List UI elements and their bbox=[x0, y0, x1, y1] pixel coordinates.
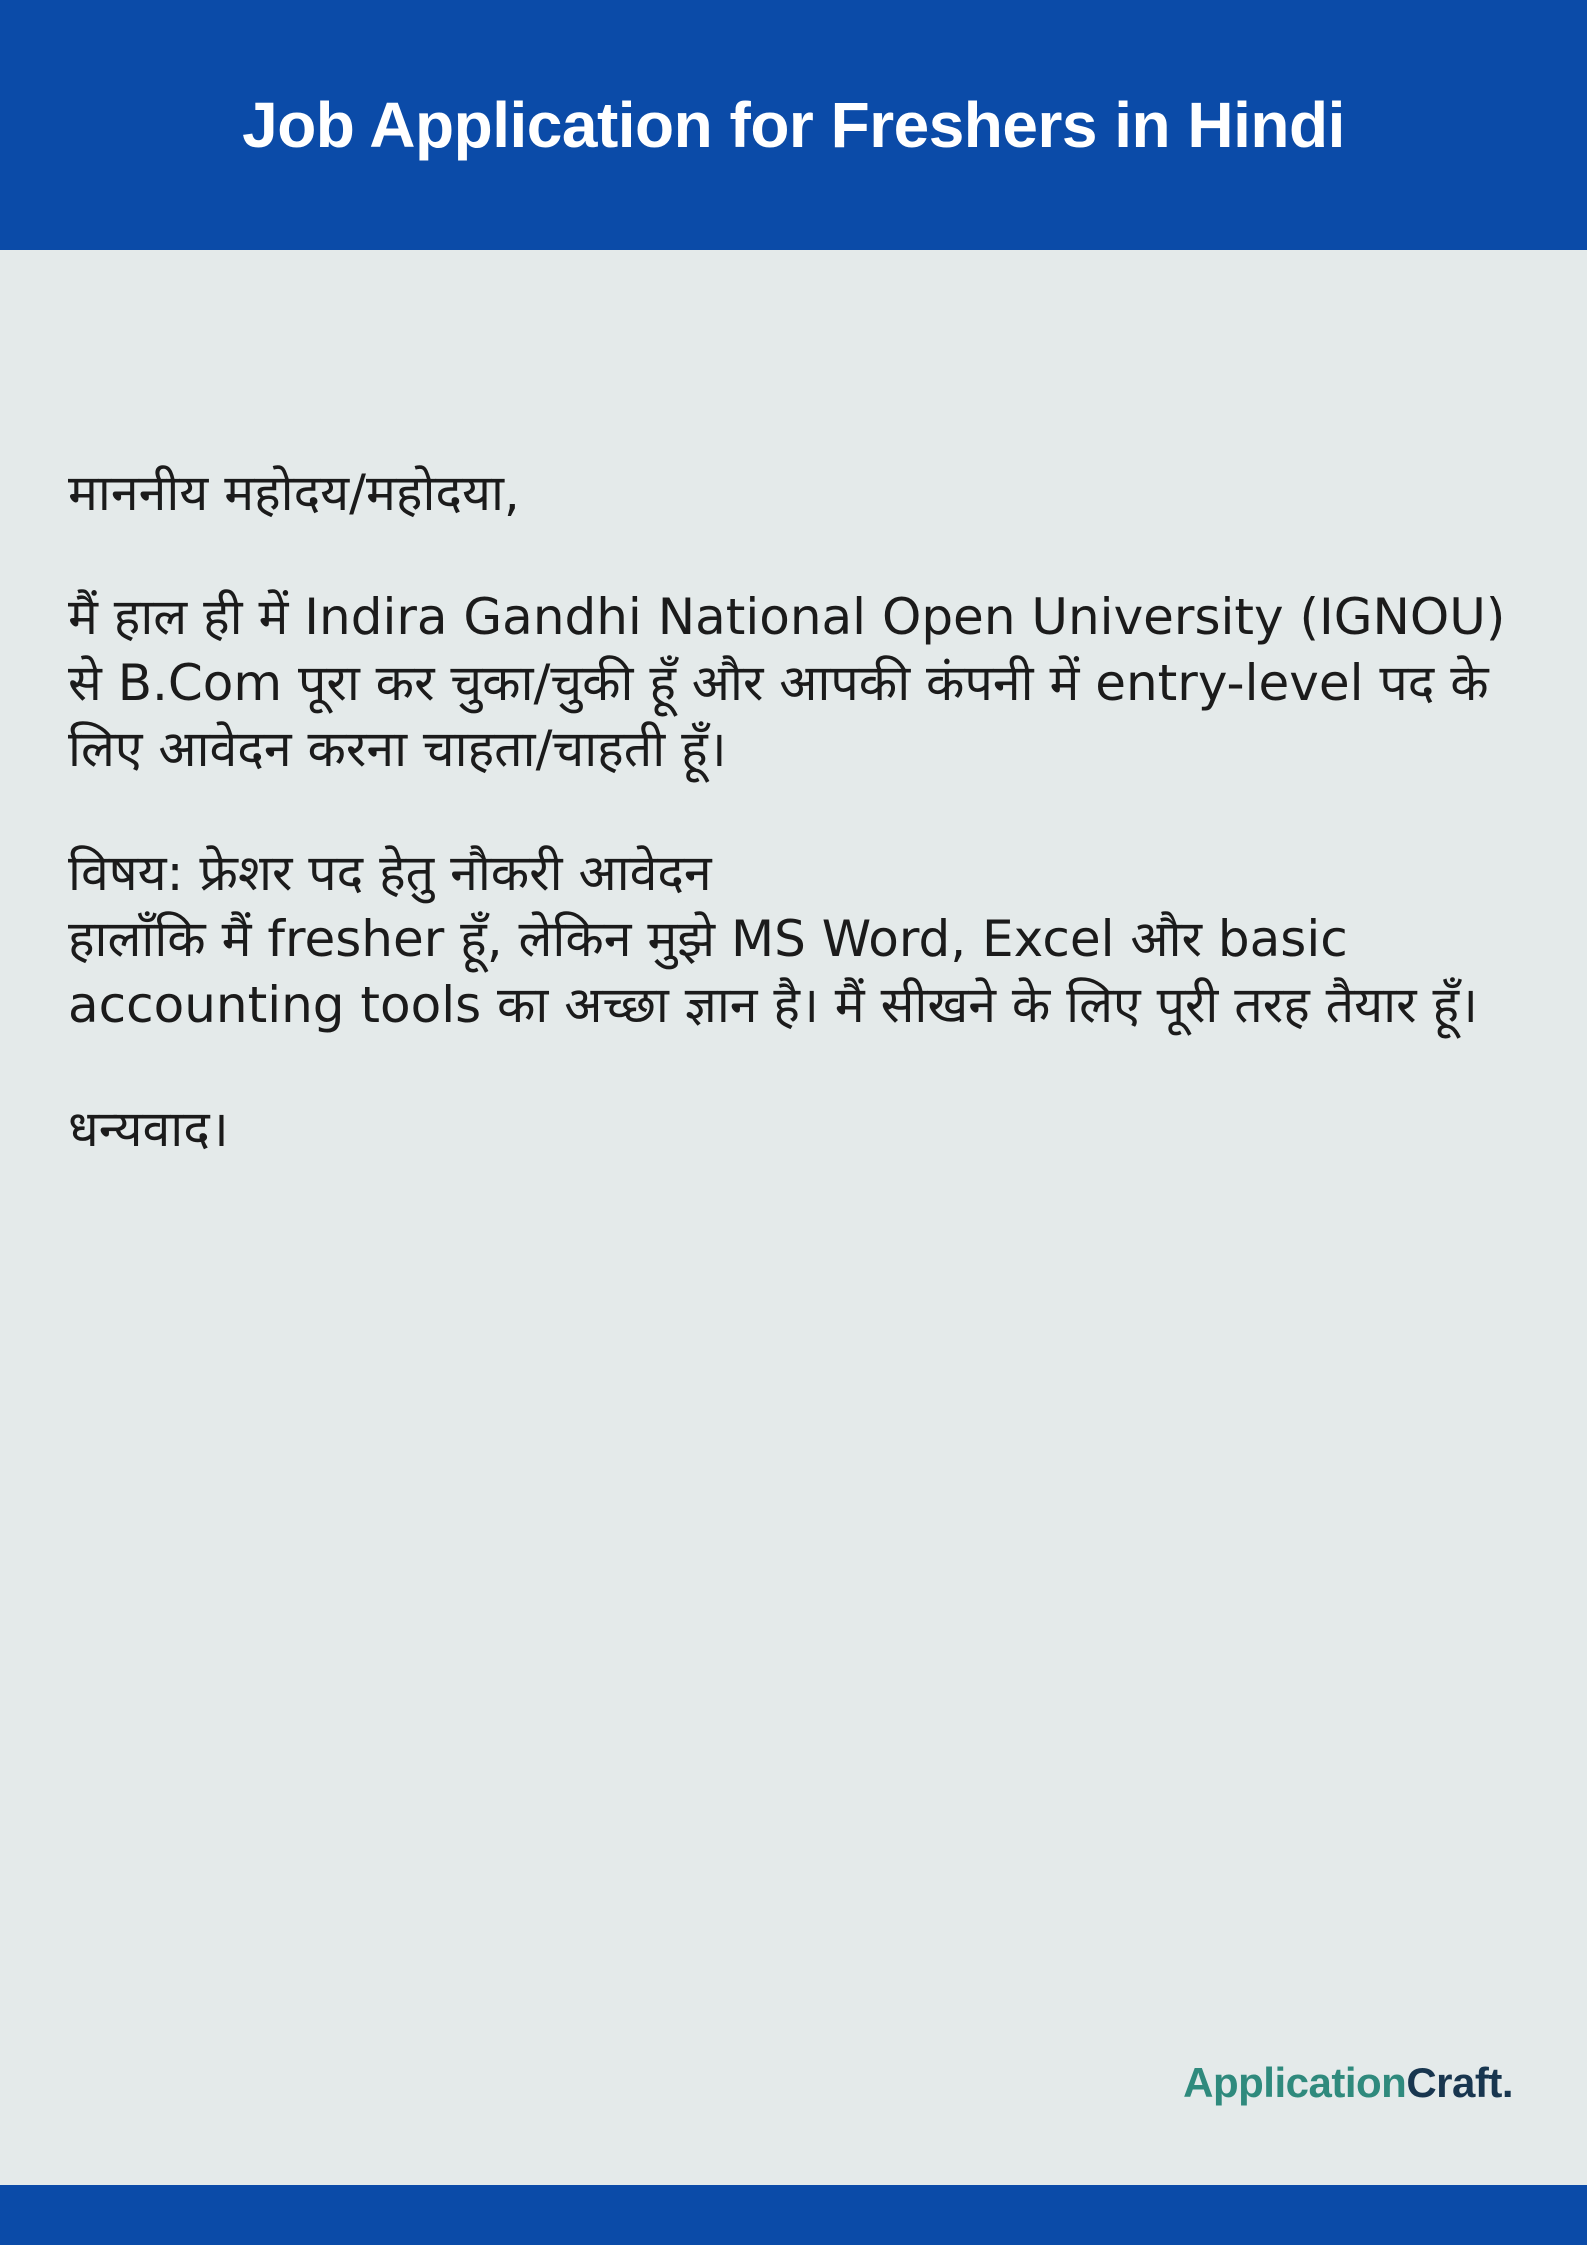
letter-body bbox=[0, 250, 1587, 2185]
paragraph-skills: हालाँकि मैं fresher हूँ, लेकिन मुझे MS Word, Excel और basic accounting tools का अच्छा ज्ञान है। मैं सीखने के लिए पूरी तरह तैयार हूँ। bbox=[68, 910, 1478, 1034]
salutation: माननीय महोदय/महोदया, bbox=[68, 464, 520, 522]
footer-banner bbox=[0, 2185, 1587, 2245]
page-title: Job Application for Freshers in Hindi bbox=[242, 88, 1345, 161]
paragraph-education: मैं हाल ही में Indira Gandhi National Open University (IGNOU) से B.Com पूरा कर चुका/चुकी हूँ और आपकी कंपनी में entry-level पद के लिए आवेदन करना चाहता/चाहती हूँ। bbox=[68, 588, 1522, 778]
brand-logo-dot: . bbox=[1501, 2059, 1513, 2106]
brand-logo bbox=[1183, 2059, 1513, 2107]
header-banner bbox=[0, 0, 1587, 250]
brand-logo-application: Application bbox=[1183, 2059, 1407, 2106]
letter-content bbox=[68, 460, 1522, 1162]
closing-thanks: धन्यवाद। bbox=[68, 1100, 229, 1158]
subject-line: विषय: फ्रेशर पद हेतु नौकरी आवेदन bbox=[68, 844, 712, 902]
brand-logo-craft: Craft bbox=[1406, 2059, 1502, 2106]
